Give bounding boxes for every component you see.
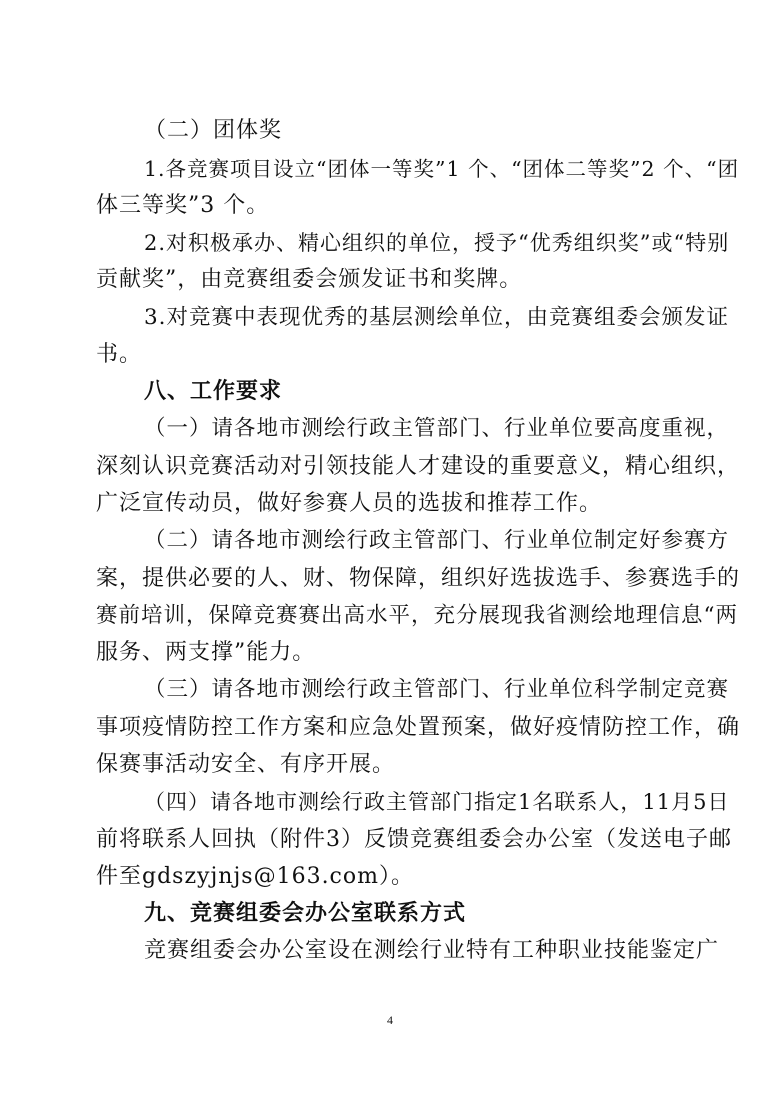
paragraph-line: 竞赛组委会办公室设在测绘行业特有工种职业技能鉴定广 [144,938,720,963]
paragraph-line: 书。 [96,342,143,367]
paragraph-line: 2.对积极承办、精心组织的单位，授予“优秀组织奖”或“特别 [144,231,730,255]
paragraph-line: （三）请各地市测绘行政主管部门、行业单位科学制定竞赛 [144,677,730,702]
paragraph-line: 服务、两支撑”能力。 [96,640,316,665]
paragraph-line-email: 件至gdszyjnjs@163.com）。 [96,864,414,889]
paragraph-line: 贡献奖”，由竞赛组委会颁发证书和奖牌。 [96,267,523,292]
paragraph-line: 前将联系人回执（附件3）反馈竞赛组委会办公室（发送电子邮 [96,827,732,852]
section-heading-contact: 九、竞赛组委会办公室联系方式 [144,901,467,926]
paragraph-line: （一）请各地市测绘行政主管部门、行业单位要高度重视， [144,416,730,441]
paragraph-line: 1.各竞赛项目设立“团体一等奖”1 个、“团体二等奖”2 个、“团 [144,157,740,181]
subheading-team-award: （二）团体奖 [144,118,283,143]
paragraph-line: （二）请各地市测绘行政主管部门、行业单位制定好参赛方 [144,528,730,553]
paragraph-line: 保赛事活动安全、有序开展。 [96,752,396,777]
paragraph-line: 体三等奖”3 个。 [96,193,270,218]
paragraph-line: 深刻认识竞赛活动对引领技能人才建设的重要意义，精心组织， [96,454,741,479]
section-heading-work-requirements: 八、工作要求 [144,379,283,404]
paragraph-line: 案，提供必要的人、财、物保障，组织好选拔选手、参赛选手的 [96,566,741,591]
paragraph-line: 赛前培训，保障竞赛赛出高水平，充分展现我省测绘地理信息“两 [96,603,738,628]
paragraph-line: 广泛宣传动员，做好参赛人员的选拔和推荐工作。 [96,491,603,516]
page-number: 4 [387,1013,393,1027]
paragraph-line: 事项疫情防控工作方案和应急处置预案，做好疫情防控工作，确 [96,715,741,740]
paragraph-line: （四）请各地市测绘行政主管部门指定1名联系人，11月5日 [144,790,730,814]
paragraph-line: 3.对竞赛中表现优秀的基层测绘单位，由竞赛组委会颁发证 [144,305,730,330]
